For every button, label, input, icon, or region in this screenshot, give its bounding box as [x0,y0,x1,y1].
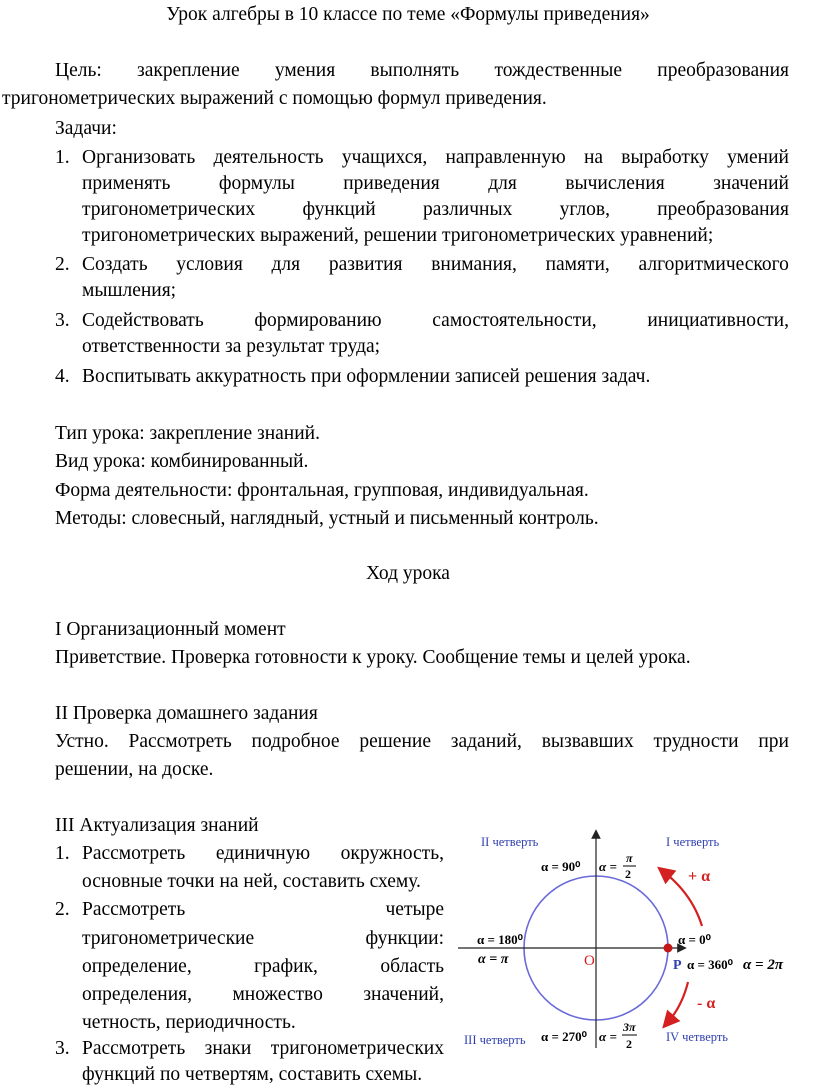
word: подробное [251,731,340,752]
word: значений, [363,984,444,1005]
word: тригонометрических [82,199,256,220]
word: инициативности, [647,310,789,331]
minus-alpha-label: - α [697,995,716,1012]
task-4-line-1: Воспитывать аккуратность при оформлении записей решения задач. [82,366,651,387]
quarter-3-label: III четверть [464,1033,526,1047]
task-1-line-3 [82,197,789,223]
pi-half-denominator: 2 [625,867,631,881]
task-4-number: 4. [55,366,70,387]
word: формулы [218,173,295,194]
task-1-line-2 [82,171,789,197]
word: Организовать [82,147,196,168]
word: тригонометрических [270,1038,444,1059]
alpha-0-label: α = 0⁰ [678,932,711,947]
word: самостоятельности, [432,310,597,331]
word: направленную [445,147,566,168]
word: Цель: [55,60,102,81]
alpha-pi-label: α = π [478,952,509,967]
word: закрепление [137,60,240,81]
word: значений [713,173,789,194]
word: алгоритмического [638,254,789,275]
item-2-line-5: четность, периодичность. [82,1012,296,1033]
item-3-line-2: функций по четвертям, составить схемы. [82,1064,423,1085]
word: функций [302,199,376,220]
alpha-360-label: α = 360⁰ [687,957,733,972]
item-1-line-2: основные точки на ней, составить схему. [82,871,421,892]
alpha-pi-half-prefix: α = [599,859,617,874]
word: функции: [365,928,444,949]
word: Создать [82,254,148,275]
word: учащихся, [341,147,428,168]
word: график, [254,956,318,977]
word: трудности [653,731,739,752]
word: определения, [82,984,193,1005]
section-1-text: Приветствие. Проверка готовности к уроку. Сообщение темы и целей урока. [55,647,691,668]
word: применять [82,173,171,194]
quarter-4-label: IV четверть [666,1030,729,1044]
point-p-label: P [673,958,682,973]
alpha-270-label: α = 270⁰ [541,1029,587,1044]
section-1-heading: I Организационный момент [55,619,286,640]
item-2-number: 2. [55,899,70,920]
word: на [583,147,604,168]
goal-line-1 [55,58,789,84]
word: определение, [82,956,192,977]
methods: Методы: словесный, наглядный, устный и письменный контроль. [55,508,599,529]
word: выработку [621,147,709,168]
word: при [758,731,789,752]
word: различных [422,199,513,220]
task-2-line-2: мышления; [82,280,177,301]
section-2-line-2: решении, на доске. [55,759,214,780]
word: памяти, [545,254,610,275]
quarter-1-label: I четверть [666,835,720,849]
word: Рассмотреть [128,731,232,752]
lesson-kind: Вид урока: комбинированный. [55,451,309,472]
word: деятельность [213,147,324,168]
section-2-heading: II Проверка домашнего задания [55,703,318,724]
word: Устно. [55,731,109,752]
word: умения [274,60,336,81]
activity-form: Форма деятельности: фронтальная, групповая, индивидуальная. [55,480,589,501]
item-3-number: 3. [55,1038,70,1059]
word: Рассмотреть [82,899,186,920]
task-1-line-1 [82,145,789,171]
alpha-3pi-half-prefix: α = [599,1029,617,1044]
word: для [488,173,517,194]
alpha-2pi-label: α = 2π [743,957,784,973]
word: заданий, [450,731,522,752]
word: вызвавших [541,731,634,752]
word: Рассмотреть [82,843,186,864]
unit-circle-diagram [456,826,806,1058]
task-1-number: 1. [55,147,70,168]
item-1-number: 1. [55,843,70,864]
word: четыре [385,899,444,920]
word: тождественные [494,60,623,81]
task-1-line-4: тригонометрических выражений, решении тригонометрических уравнений; [82,225,714,246]
origin-label: O [584,953,595,969]
page-title: Урок алгебры в 10 классе по теме «Формулы приведения» [166,4,650,25]
quarter-2-label: II четверть [481,835,539,849]
task-2-line-1 [82,252,789,278]
three-pi-half-numerator: 3π [623,1020,636,1034]
word: внимания, [431,254,517,275]
word: формированию [254,310,382,331]
tasks-label: Задачи: [55,118,117,139]
pi-half-numerator: π [626,851,633,865]
word: углов, [559,199,610,220]
lesson-type: Тип урока: закрепление знаний. [55,423,320,444]
goal-line-2: тригонометрических выражений с помощью формул приведения. [2,88,547,109]
item-2-line-4 [82,982,444,1008]
alpha-90-label: α = 90⁰ [541,859,581,874]
alpha-180-label: α = 180⁰ [477,932,523,947]
word: Содействовать [82,310,204,331]
course-heading: Ход урока [366,563,450,584]
word: умений [727,147,789,168]
word: развития [328,254,403,275]
plus-alpha-label: + α [688,868,711,885]
word: преобразования [657,199,789,220]
three-pi-half-denominator: 2 [626,1037,632,1051]
word: вычисления [565,173,665,194]
word: знаки [204,1038,252,1059]
item-2-line-3 [82,954,444,980]
task-3-number: 3. [55,310,70,331]
negative-direction-arrow [668,982,688,1022]
section-2-line-1 [55,729,789,755]
word: преобразования [657,60,789,81]
word: окружность, [340,843,444,864]
task-2-number: 2. [55,254,70,275]
point-p-dot [664,944,673,953]
task-3-line-2: ответственности за результат труда; [82,336,381,357]
word: область [380,956,444,977]
word: единичную [215,843,311,864]
word: множество [232,984,323,1005]
word: Рассмотреть [82,1038,186,1059]
word: условия [176,254,243,275]
word: для [271,254,301,275]
item-3-line-1 [82,1036,444,1062]
word: приведения [343,173,440,194]
item-2-line-2 [82,926,444,952]
item-1-line-1 [82,841,444,867]
word: решение [359,731,431,752]
section-3-heading: III Актуализация знаний [55,815,259,836]
word: тригонометрические [82,928,255,949]
item-2-line-1 [82,897,444,923]
word: выполнять [370,60,460,81]
task-3-line-1 [82,308,789,334]
